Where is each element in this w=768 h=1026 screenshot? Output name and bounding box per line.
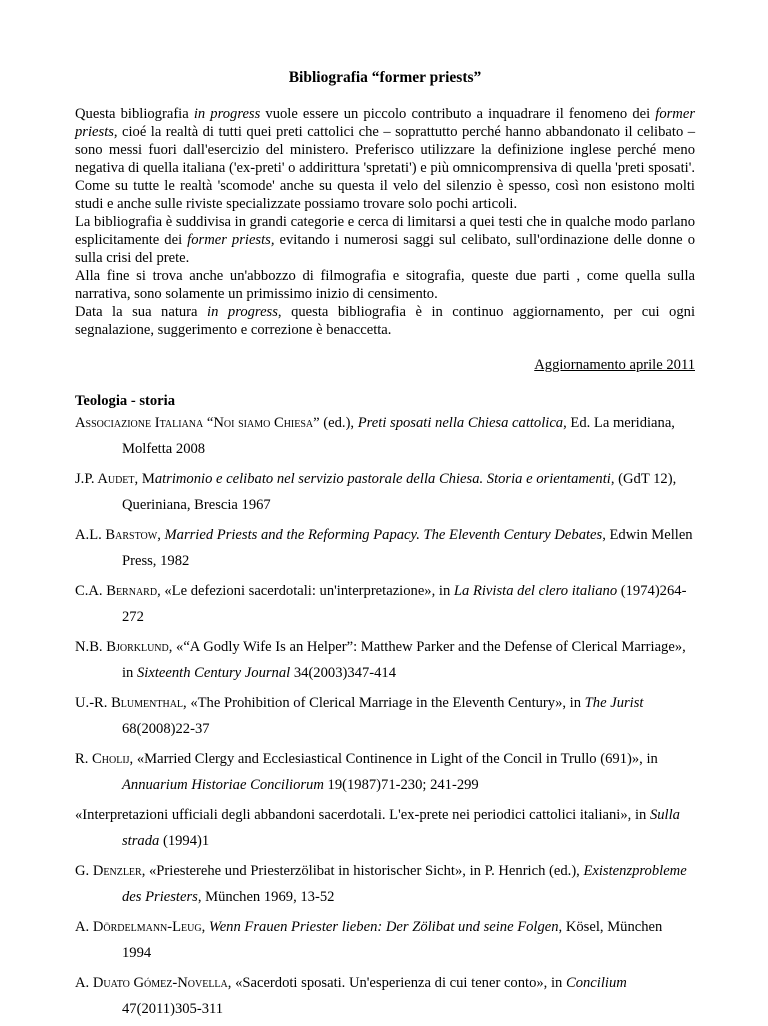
bibliography-list	[75, 410, 695, 1022]
entry-publication: (1994)1	[159, 833, 210, 849]
bibliography-entry	[75, 522, 695, 574]
bibliography-entry	[75, 410, 695, 462]
bibliography-entry	[75, 690, 695, 742]
entry-author: A. Duato Gómez-Novella	[75, 975, 228, 991]
entry-publication: , München 1969, 13-52	[197, 889, 335, 905]
entry-title: Existenzprobleme des Priesters	[122, 863, 687, 905]
entry-author: J.P. Audet	[75, 471, 135, 487]
document-page	[75, 60, 695, 1026]
document-title: Bibliografia “former priests”	[288, 69, 482, 86]
entry-publication: , Kösel, München 1994	[122, 919, 663, 961]
intro-paragraph-1	[75, 105, 695, 213]
text: , questa bibliografia è in continuo aggiornamento, per cui ogni segnalazione, suggerimento e correzione è benaccetta.	[75, 304, 696, 338]
entry-publication: 19(1987)71-230; 241-299	[323, 777, 479, 793]
entry-text: , «The Prohibition of Clerical Marriage in the Eleventh Century», in	[183, 695, 585, 711]
entry-title: Married Priests and the Reforming Papacy. The Eleventh Century Debates	[164, 527, 603, 543]
intro-paragraph-2	[75, 213, 695, 267]
entry-author: R. Cholij	[75, 751, 130, 767]
text: , cioé la realtà di tutti quei preti cattolici che – soprattutto perché hanno abbandonato il celibato – sono messi fuori dall'esercizio del ministero. Preferisco utilizzare la definizione inglese perché meno negativa di quella italiana ('ex-preti' o addirittura 'spretati') e più omnicomprensiva di quella 'preti sposati'. Come su tutte le realtà 'scomode' anche su questa il velo del silenzio è spesso, così non esistono molti studi e anche sulle riviste specializzate possiamo trovare solo pochi articoli.	[75, 124, 696, 212]
text-italic: in progress	[193, 106, 261, 122]
text: Data la sua natura	[75, 304, 208, 320]
update-note: Aggiornamento aprile 2011	[534, 357, 695, 373]
entry-title: Sulla strada	[122, 807, 680, 849]
entry-title: Sixteenth Century Journal	[137, 665, 291, 681]
introduction	[75, 105, 695, 339]
entry-text: ,	[201, 919, 209, 935]
entry-title: Wenn Frauen Priester lieben: Der Zölibat und seine Folgen	[208, 919, 559, 935]
entry-text: (ed.),	[319, 415, 358, 431]
entry-publication: 68(2008)22-37	[122, 721, 210, 737]
bibliography-entry	[75, 466, 695, 518]
text-italic: former priests,	[187, 232, 275, 248]
entry-text: «Interpretazioni ufficiali degli abbandoni sacerdotali. L'ex-prete nei periodici cattolici italiani», in	[75, 807, 650, 823]
bibliography-entry	[75, 970, 695, 1022]
entry-author: N.B. Bjorklund	[75, 639, 169, 655]
section-heading: Teologia - storia	[75, 393, 175, 409]
entry-text: , «Priesterehe und Priesterzölibat in historischer Sicht», in P. Henrich (ed.),	[141, 863, 584, 879]
entry-author: A.L. Barstow	[75, 527, 158, 543]
intro-paragraph-3: Alla fine si trova anche un'abbozzo di filmografia e sitografia, queste due parti , come quella sulla narrativa, sono solamente un primissimo inizio di censimento.	[75, 268, 695, 302]
entry-text: ,	[157, 527, 165, 543]
bibliography-entry	[75, 634, 695, 686]
entry-publication: 34(2003)347-414	[290, 665, 396, 681]
text: vuole essere un piccolo contributo a inquadrare il fenomeno dei	[260, 106, 656, 122]
entry-publication: , (GdT 12), Queriniana, Brescia 1967	[122, 471, 677, 513]
entry-text: , «“A Godly Wife Is an Helper”: Matthew Parker and the Defense of Clerical Marriage», in	[122, 639, 686, 681]
entry-text: , «Sacerdoti sposati. Un'esperienza di cui tener conto», in	[227, 975, 566, 991]
bibliography-entry	[75, 858, 695, 910]
entry-text: , M	[134, 471, 155, 487]
text: La bibliografia è suddivisa in grandi categorie e cerca di limitarsi a quei testi che in qualche modo parlano esplicitamente dei	[75, 214, 696, 248]
entry-publication: , Edwin Mellen Press, 1982	[122, 527, 693, 569]
text-italic: in progress	[207, 304, 278, 320]
text: evitando i numerosi saggi sul celibato, sull'ordinazione delle donne o sulla crisi del prete.	[75, 232, 695, 266]
intro-paragraph-4	[75, 303, 695, 339]
entry-author: C.A. Bernard	[75, 583, 158, 599]
entry-text: , «Married Clergy and Ecclesiastical Continence in Light of the Concil in Trullo (691)», in	[129, 751, 658, 767]
bibliography-entry	[75, 914, 695, 966]
entry-text: , «Le defezioni sacerdotali: un'interpretazione», in	[157, 583, 454, 599]
entry-author: G. Denzler	[75, 863, 142, 879]
entry-title: Annuarium Historiae Conciliorum	[122, 777, 324, 793]
bibliography-entry	[75, 578, 695, 630]
entry-publication: (1974)264-272	[122, 583, 687, 625]
entry-publication: , Ed. La meridiana, Molfetta 2008	[122, 415, 675, 457]
entry-author: A. Dördelmann-Leug	[75, 919, 202, 935]
entry-title: La Rivista del clero italiano	[453, 583, 618, 599]
entry-publication: 47(2011)305-311	[122, 1001, 224, 1017]
entry-title: atrimonio e celibato nel servizio pastorale della Chiesa. Storia e orientamenti	[154, 471, 611, 487]
entry-author: U.-R. Blumenthal	[75, 695, 184, 711]
entry-title: The Jurist	[584, 695, 644, 711]
bibliography-entry	[75, 746, 695, 798]
entry-title: Concilium	[565, 975, 627, 991]
text-italic: former priests	[75, 106, 695, 140]
text: Questa bibliografia	[75, 106, 194, 122]
entry-title: Preti sposati nella Chiesa cattolica	[357, 415, 564, 431]
bibliography-entry	[75, 802, 695, 854]
entry-author: Associazione Italiana “Noi siamo Chiesa”	[75, 415, 320, 431]
